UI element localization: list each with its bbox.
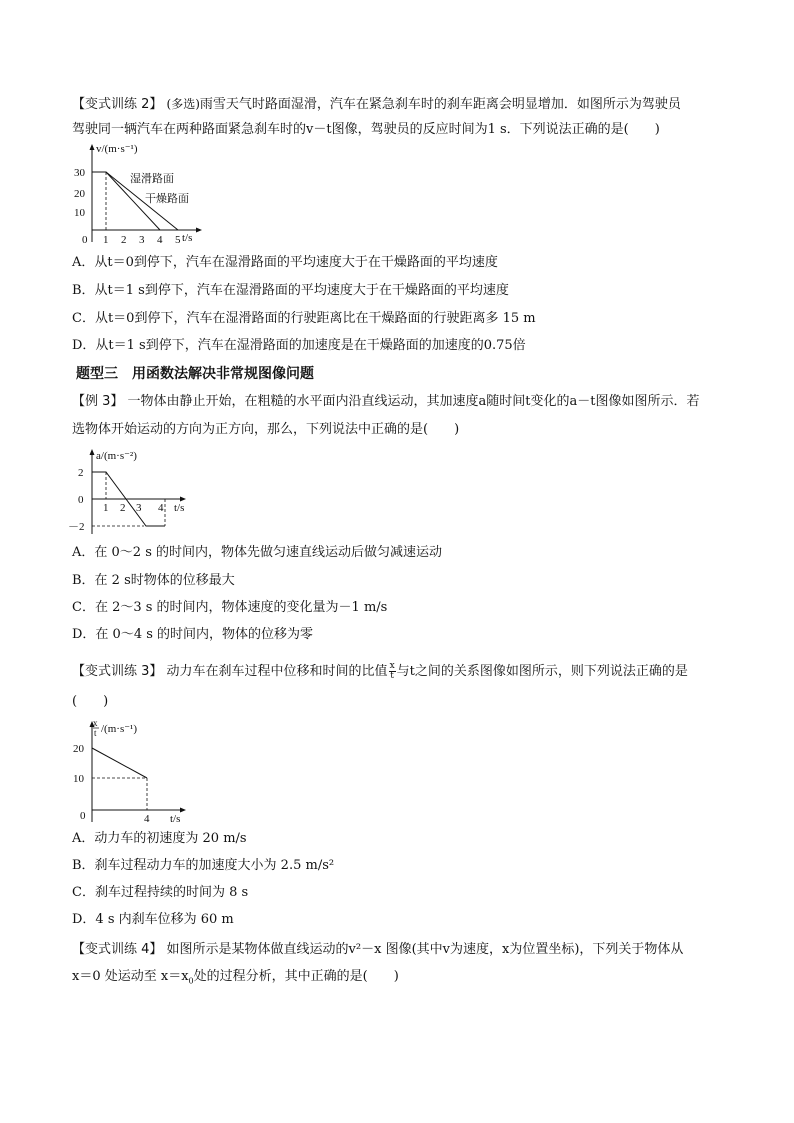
v3-tag: 【变式训练 3】: [72, 664, 163, 679]
v4-text-sub: 0: [188, 976, 194, 986]
v2-ytick-10: 10: [74, 207, 85, 219]
v2-xtick-3: 3: [139, 234, 145, 246]
v2-ytick-20: 20: [74, 188, 85, 200]
ex3-ylabel: a/(m·s⁻²): [96, 450, 137, 462]
v2-option-a: A．从t＝0到停下，汽车在湿滑路面的平均速度大于在干燥路面的平均速度: [72, 255, 498, 270]
ex3-xtick-2: 2: [120, 502, 126, 514]
ex3-question-line2: 选物体开始运动的方向为正方向，那么，下列说法中正确的是( ): [72, 422, 460, 437]
ex3-option-d: D．在 0～4 s 的时间内，物体的位移为零: [72, 627, 314, 642]
v2-option-b: B．从t＝1 s到停下，汽车在湿滑路面的平均速度大于在干燥路面的平均速度: [72, 283, 509, 298]
v3-question-line1: [72, 662, 688, 682]
v2-option-d: D．从t＝1 s到停下，汽车在湿滑路面的加速度是在干燥路面的加速度的0.75倍: [72, 338, 526, 353]
v3-ytick-0: 0: [80, 810, 86, 822]
ex3-ytick-2: 2: [78, 467, 84, 479]
section-heading: 题型三 用函数法解决非常规图像问题: [76, 366, 314, 382]
v2-dry-label: 干燥路面: [145, 192, 189, 205]
v3-option-a: A．动力车的初速度为 20 m/s: [72, 831, 247, 846]
ex3-ytick-neg2: －2: [68, 521, 85, 533]
ex3-xtick-3: 3: [136, 502, 142, 514]
ex3-option-b: B．在 2 s时物体的位移最大: [72, 573, 235, 588]
v2-question-line2: 驾驶同一辆汽车在两种路面紧急刹车时的v－t图像，驾驶员的反应时间为1 s．下列说法正确的是( ): [72, 122, 660, 137]
v2-xtick-1: 1: [103, 234, 109, 246]
v3-option-b: B．刹车过程动力车的加速度大小为 2.5 m/s²: [72, 858, 335, 873]
ex3-option-a: A．在 0～2 s 的时间内，物体先做匀速直线运动后做匀减速运动: [72, 545, 442, 560]
v3-ytick-10: 10: [73, 773, 84, 785]
v2-xtick-4: 4: [157, 234, 163, 246]
ex3-option-c: C．在 2～3 s 的时间内，物体速度的变化量为－1 m/s: [72, 600, 388, 615]
v3-ytick-20: 20: [73, 743, 84, 755]
v4-question-line2: [72, 967, 399, 992]
v2-ytick-0: 0: [82, 234, 88, 246]
ex3-xtick-1: 1: [103, 502, 109, 514]
v3-xtick-4: 4: [144, 813, 150, 825]
v2-text-1: 雨雪天气时路面湿滑，汽车在紧急刹车时的刹车距离会明显增加．如图所示为驾驶员: [199, 97, 681, 112]
ex3-at-graph: [68, 448, 202, 538]
v3-fraction: [389, 662, 396, 681]
v3-ylabel-den: t: [94, 728, 97, 738]
v2-question-line1: [72, 94, 681, 115]
v3-question-line2: ( ): [72, 694, 109, 709]
ex3-xtick-4: 4: [158, 502, 164, 514]
v2-xlabel: t/s: [182, 232, 193, 244]
ex3-xlabel: t/s: [174, 502, 185, 514]
v2-ylabel: v/(m·s⁻¹): [96, 143, 138, 155]
v3-frac-den: t: [390, 671, 394, 681]
v2-multi-label: (多选): [166, 97, 200, 111]
v4-question-line1: [72, 940, 683, 960]
v3-option-d: D．4 s 内刹车位移为 60 m: [72, 912, 234, 927]
v2-vt-graph: [72, 142, 212, 252]
v2-tag: 【变式训练 2】: [72, 97, 163, 112]
v4-text-1: 如图所示是某物体做直线运动的v²－x 图像(其中v为速度，x为位置坐标)，下列关于物体从: [166, 942, 684, 957]
v3-xlabel: t/s: [170, 813, 181, 825]
v3-option-c: C．刹车过程持续的时间为 8 s: [72, 885, 249, 900]
v3-ylabel-num: x: [93, 718, 98, 728]
ex3-tag: 【例 3】: [72, 394, 124, 409]
v2-wet-label: 湿滑路面: [130, 172, 174, 185]
v4-tag: 【变式训练 4】: [72, 942, 163, 957]
ex3-text-1: 一物体由静止开始，在粗糙的水平面内沿直线运动，其加速度a随时间t变化的a－t图像如图所示．若: [127, 394, 700, 409]
v2-xtick-2: 2: [121, 234, 127, 246]
v3-text-pre: 动力车在刹车过程中位移和时间的比值: [166, 664, 388, 679]
v3-line: [92, 748, 147, 778]
v3-frac-num: x: [389, 661, 395, 671]
v2-option-c: C．从t＝0到停下，汽车在湿滑路面的行驶距离比在干燥路面的行驶距离多 15 m: [72, 311, 536, 326]
v4-text-2a: x＝0 处运动至 x＝x: [72, 969, 189, 984]
v3-text-post: 与t之间的关系图像如图所示，则下列说法正确的是: [396, 664, 688, 679]
v3-xt-graph: [72, 718, 202, 824]
ex3-ytick-0: 0: [78, 494, 84, 506]
v2-xtick-5: 5: [175, 234, 181, 246]
ex3-question-line1: [72, 392, 700, 412]
v4-text-2b: 处的过程分析，其中正确的是( ): [193, 969, 399, 984]
v3-ylabel: /(m·s⁻¹): [101, 723, 137, 735]
v2-ytick-30: 30: [74, 167, 85, 179]
